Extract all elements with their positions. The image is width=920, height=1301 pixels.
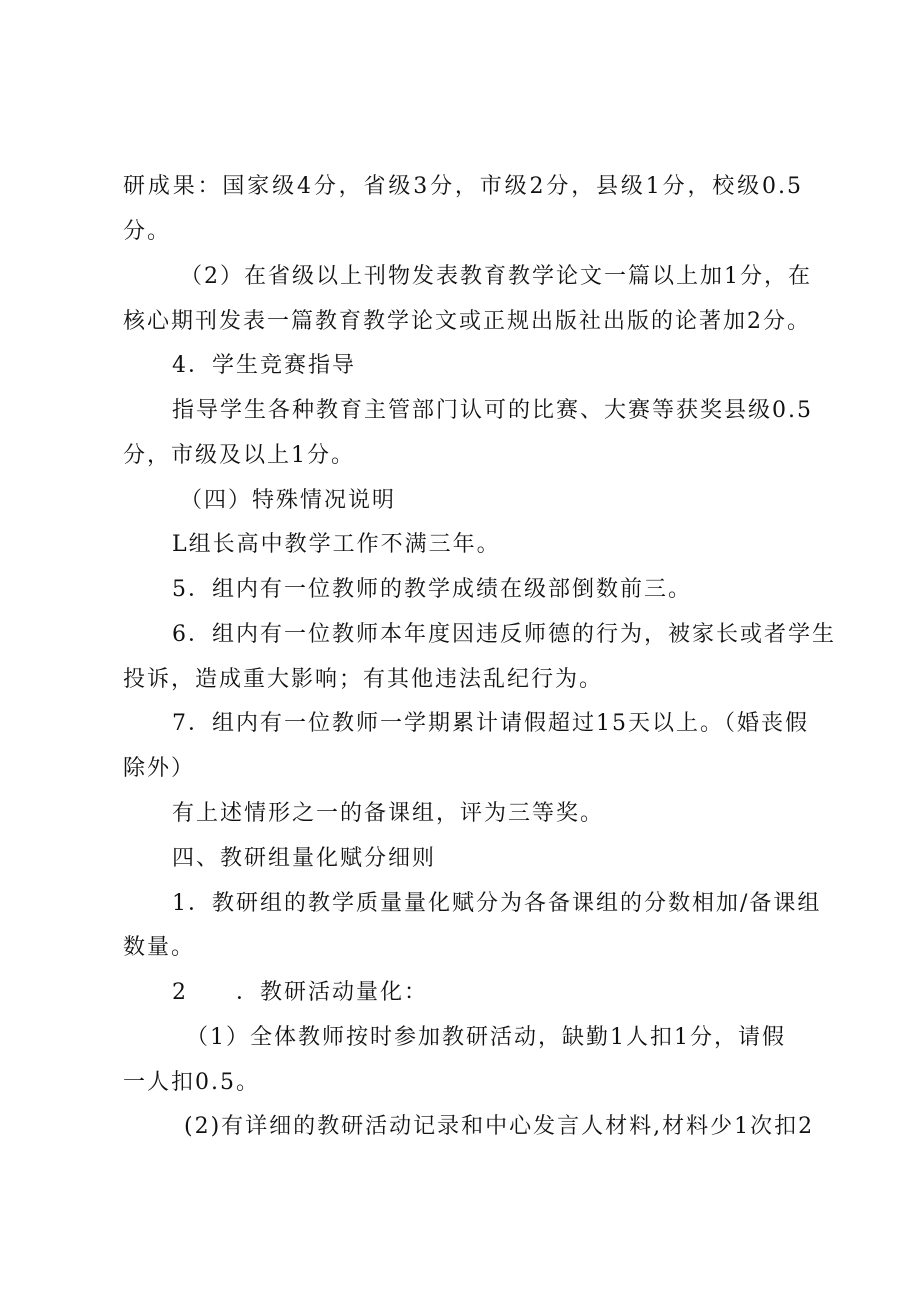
text-line-19: 2 ．教研活动量化：: [172, 980, 428, 1005]
text-line-15: 有上述情形之一的备课组，评为三等奖。: [172, 801, 605, 826]
section-heading-4: 4．学生竞赛指导: [172, 353, 356, 378]
text-line-14: 除外）: [123, 756, 196, 781]
text-line-7: 分，市级及以上1分。: [123, 443, 355, 468]
text-line-20: （1）全体教师按时参加教研活动，缺勤1人扣1分，请假: [186, 1025, 786, 1050]
text-line-11: 6．组内有一位教师本年度因违反师德的行为，被家长或者学生: [172, 622, 836, 647]
text-line-3: （2）在省级以上刊物发表教育教学论文一篇以上加1分，在: [180, 264, 812, 289]
text-line-17: 1．教研组的教学质量量化赋分为各备课组的分数相加/备课组: [172, 891, 822, 916]
text-line-21: 一人扣0.5。: [123, 1070, 260, 1095]
text-line-22: (2)有详细的教研活动记录和中心发言人材料,材料少1次扣2: [184, 1114, 815, 1139]
text-line-10: 5．组内有一位教师的教学成绩在级部倒数前三。: [172, 577, 692, 602]
section-heading-special: （四）特殊情况说明: [180, 488, 397, 513]
text-line-6: 指导学生各种教育主管部门认可的比赛、大赛等获奖县级0.5: [172, 398, 813, 423]
section-heading-quantify: 四、教研组量化赋分细则: [172, 846, 437, 871]
text-line-12: 投诉，造成重大影响；有其他违法乱纪行为。: [123, 667, 604, 692]
text-line-1: 研成果：国家级4分，省级3分，市级2分，县级1分，校级0.5: [123, 174, 803, 199]
text-line-2: 分。: [123, 219, 172, 244]
text-line-9: L组长高中教学工作不满三年。: [172, 532, 501, 557]
text-line-13: 7．组内有一位教师一学期累计请假超过15天以上。（婚丧假: [172, 711, 809, 736]
text-line-18: 数量。: [123, 935, 196, 960]
text-line-4: 核心期刊发表一篇教育教学论文或正规出版社出版的论著加2分。: [123, 309, 811, 334]
